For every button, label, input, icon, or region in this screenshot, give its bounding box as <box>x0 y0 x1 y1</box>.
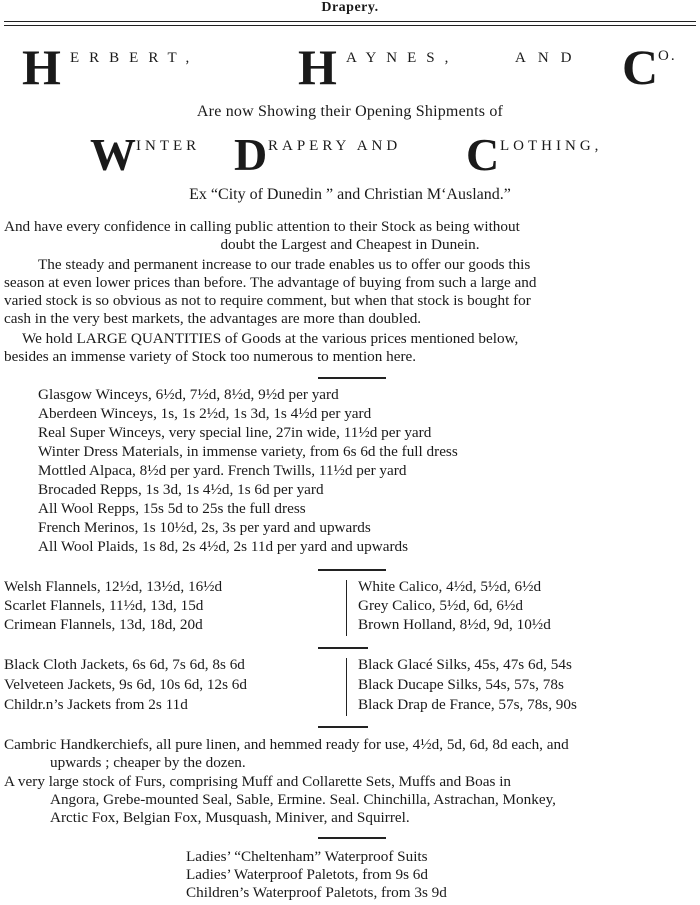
heading-initial-d: D <box>234 129 268 180</box>
heading-word-drapery-and: RAPERY AND <box>268 138 402 154</box>
masthead-initial-c: C <box>622 39 659 95</box>
list-item: White Calico, 4½d, 5½d, 6½d <box>358 578 542 595</box>
masthead-word-herbert: ERBERT, <box>70 50 200 66</box>
list-item: Mottled Alpaca, 8½d per yard. French Twills, 11½d per yard <box>38 462 407 479</box>
heading-word-clothing: LOTHING, <box>500 138 603 154</box>
list-item: Real Super Winceys, very special line, 27in wide, 11½d per yard <box>38 424 432 441</box>
column-divider <box>346 658 348 716</box>
header-double-rule <box>4 21 696 26</box>
divider-rule-3 <box>318 647 368 650</box>
furs-line-3: Arctic Fox, Belgian Fox, Musquash, Miniver, and Squirrel. <box>50 809 410 826</box>
list-item: Winter Dress Materials, in immense variety, from 6s 6d the full dress <box>38 443 458 460</box>
divider-rule-4 <box>318 726 368 729</box>
masthead-word-haynes: AYNES, <box>346 50 459 66</box>
list-item: Ladies’ Waterproof Paletots, from 9s 6d <box>186 866 428 883</box>
paragraph-1-line-2: doubt the Largest and Cheapest in Dunein. <box>220 236 480 253</box>
winter-drapery-heading <box>0 129 700 182</box>
shipment-line: Ex “City of Dunedin ” and Christian M‘Ausland.” <box>189 186 511 203</box>
list-item: Aberdeen Winceys, 1s, 1s 2½d, 1s 3d, 1s 4½d per yard <box>38 405 372 422</box>
list-item: Black Cloth Jackets, 6s 6d, 7s 6d, 8s 6d <box>4 656 245 673</box>
list-item: All Wool Repps, 15s 5d to 25s the full dress <box>38 500 306 517</box>
heading-initial-w: W <box>90 129 136 180</box>
list-item: Welsh Flannels, 12½d, 13½d, 16½d <box>4 578 223 595</box>
divider-rule-1 <box>318 377 386 380</box>
masthead-initial-h1: H <box>22 39 61 95</box>
list-item: Ladies’ “Cheltenham” Waterproof Suits <box>186 848 428 865</box>
furs-line-2: Angora, Grebe-mounted Seal, Sable, Ermine. Seal. Chinchilla, Astrachan, Monkey, <box>50 791 556 808</box>
list-item: Brown Holland, 8½d, 9d, 10½d <box>358 616 551 633</box>
list-item: All Wool Plaids, 1s 8d, 2s 4½d, 2s 11d per yard and upwards <box>38 538 409 555</box>
list-item: Children’s Waterproof Paletots, from 3s 9d <box>186 884 447 901</box>
masthead-word-o: O. <box>658 48 677 64</box>
paragraph-1-line-1: And have every confidence in calling public attention to their Stock as being without <box>4 218 520 235</box>
list-item: Childr.n’s Jackets from 2s 11d <box>4 696 188 713</box>
masthead-word-and: AND <box>515 50 584 66</box>
list-item: Scarlet Flannels, 11½d, 13d, 15d <box>4 597 204 614</box>
list-item: Grey Calico, 5½d, 6d, 6½d <box>358 597 523 614</box>
handkerchiefs-line-1: Cambric Handkerchiefs, all pure linen, and hemmed ready for use, 4½d, 5d, 6d, 8d each, and <box>4 736 569 753</box>
list-item: Black Drap de France, 57s, 78s, 90s <box>358 696 577 713</box>
section-label: Drapery. <box>321 0 379 15</box>
list-item: French Merinos, 1s 10½d, 2s, 3s per yard and upwards <box>38 519 371 536</box>
paragraph-3-line-2: besides an immense variety of Stock too numerous to mention here. <box>4 348 417 365</box>
list-item: Brocaded Repps, 1s 3d, 1s 4½d, 1s 6d per yard <box>38 481 324 498</box>
list-item: Black Glacé Silks, 45s, 47s 6d, 54s <box>358 656 572 673</box>
subheading: Are now Showing their Opening Shipments of <box>196 103 504 120</box>
paragraph-2-line-1: The steady and permanent increase to our trade enables us to offer our goods this <box>38 256 531 273</box>
paragraph-2-line-2: season at even lower prices than before. The advantage of buying from such a large and <box>4 274 537 291</box>
divider-rule-2 <box>318 569 386 572</box>
heading-initial-c: C <box>466 129 500 180</box>
paragraph-2-line-3: varied stock is so obvious as not to require comment, but when that stock is bought for <box>4 292 531 309</box>
paragraph-2-line-4: cash in the very best markets, the advantages are more than doubled. <box>4 310 422 327</box>
heading-word-winter: INTER <box>136 138 201 154</box>
masthead-initial-h2: H <box>298 39 337 95</box>
handkerchiefs-line-2: upwards ; cheaper by the dozen. <box>50 754 246 771</box>
masthead-title <box>0 39 700 95</box>
list-item: Crimean Flannels, 13d, 18d, 20d <box>4 616 203 633</box>
list-item: Velveteen Jackets, 9s 6d, 10s 6d, 12s 6d <box>4 676 247 693</box>
list-item: Glasgow Winceys, 6½d, 7½d, 8½d, 9½d per yard <box>38 386 339 403</box>
furs-line-1: A very large stock of Furs, comprising Muff and Collarette Sets, Muffs and Boas in <box>4 773 512 790</box>
divider-rule-5 <box>318 837 386 840</box>
list-item: Black Ducape Silks, 54s, 57s, 78s <box>358 676 564 693</box>
paragraph-3-line-1: We hold LARGE QUANTITIES of Goods at the various prices mentioned below, <box>22 330 519 347</box>
column-divider <box>346 580 348 636</box>
